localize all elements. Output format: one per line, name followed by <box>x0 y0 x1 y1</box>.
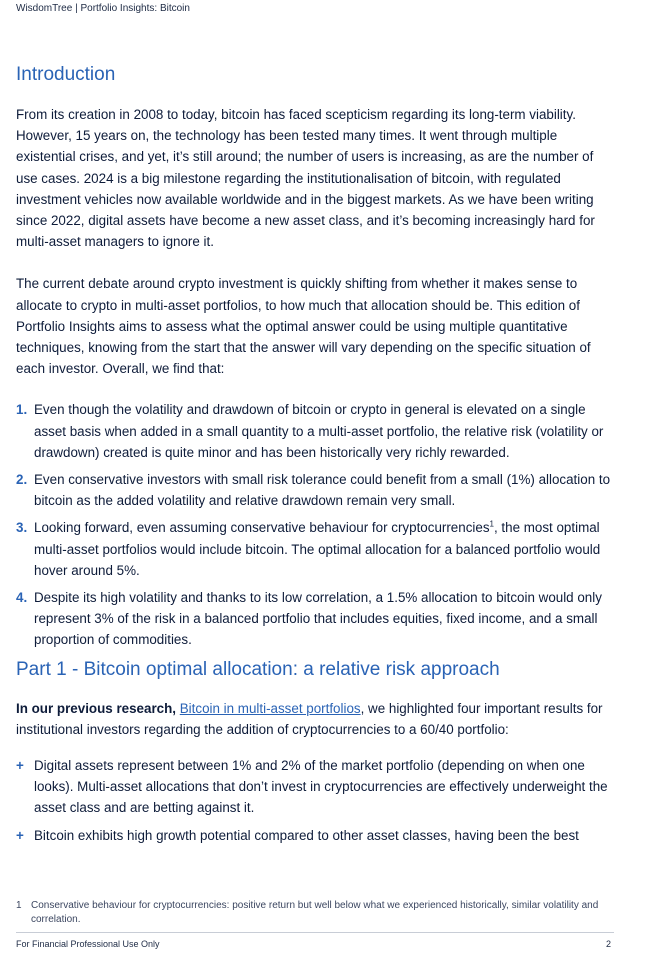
footnote-text: Conservative behaviour for cryptocurrencies: positive return but well below what we experienced historically, similar volatility and correlation. <box>31 900 599 925</box>
footnote <box>16 899 616 927</box>
finding-item-4 <box>16 587 616 651</box>
footer-disclaimer: For Financial Professional Use Only <box>16 939 160 949</box>
research-lead-bold: In our previous research, <box>16 700 177 716</box>
finding-item-1 <box>16 399 616 463</box>
result-text: Bitcoin exhibits high growth potential compared to other asset classes, having been the best <box>34 827 579 843</box>
finding-text: Even though the volatility and drawdown of bitcoin or crypto in general is elevated on a single asset basis when added in a small quantity to a multi-asset portfolio, the relative risk (volatility or drawdown) created is quite minor and has been historically very richly rewarded. <box>34 402 604 460</box>
plus-bullet-icon: + <box>16 758 24 774</box>
results-list <box>16 755 616 846</box>
research-lead-rest: , we highlighted four important results for institutional investors regarding the addition of cryptocurrencies to a 60/40 portfolio: <box>16 700 603 737</box>
page-number: 2 <box>606 939 612 949</box>
result-item-2 <box>16 825 616 846</box>
footnote-number: 1 <box>16 900 22 911</box>
part1-heading: Part 1 - Bitcoin optimal allocation: a relative risk approach <box>16 658 500 680</box>
intro-paragraph-2: The current debate around crypto investment is quickly shifting from whether it makes sense to allocate to crypto in multi-asset portfolios, to how much that allocation should be. This edition of Portfolio Insights aims to assess what the optimal answer could be using multiple quantitative techniques, knowing from the start that the answer will vary depending on the specific situation of each investor. Overall, we find that: <box>16 276 591 377</box>
finding-item-3 <box>16 517 616 581</box>
introduction-heading: Introduction <box>16 64 116 85</box>
result-text: Digital assets represent between 1% and 2% of the market portfolio (depending on when one looks). Multi-asset allocations that don’t invest in cryptocurrencies are effectively underweight the asset class and are betting against it. <box>34 758 608 816</box>
running-header: WisdomTree | Portfolio Insights: Bitcoin <box>16 3 190 14</box>
finding-text-before: Looking forward, even assuming conservative behaviour for cryptocurrencies <box>34 520 490 536</box>
finding-item-2 <box>16 469 616 511</box>
finding-number: 1. <box>16 402 28 418</box>
footnote-reference[interactable]: 1 <box>489 519 494 529</box>
intro-paragraph-1: From its creation in 2008 to today, bitcoin has faced scepticism regarding its long-term viability. However, 15 years on, the technology has been tested many times. It went through multiple existential crises, and yet, it’s still around; the number of users is increasing, as are the number of use cases. 2024 is a big milestone regarding the institutionalisation of bitcoin, with regulated investment vehicles now available worldwide and in the biggest markets. As we have been writing since 2022, digital assets have become a new asset class, and it’s becoming increasingly hard for multi-asset managers to ignore it. <box>16 107 595 250</box>
result-item-1 <box>16 755 616 819</box>
finding-number: 2. <box>16 472 28 488</box>
footer-divider <box>16 932 614 933</box>
page-content <box>16 62 616 852</box>
plus-bullet-icon: + <box>16 827 24 843</box>
previous-research-link[interactable]: Bitcoin in multi-asset portfolios <box>179 700 361 716</box>
finding-text: Despite its high volatility and thanks to its low correlation, a 1.5% allocation to bitcoin would only represent 3% of the risk in a balanced portfolio that includes equities, fixed income, and a small proportion of commodities. <box>34 590 602 648</box>
findings-list <box>16 399 616 650</box>
finding-number: 3. <box>16 520 28 536</box>
finding-text: Even conservative investors with small risk tolerance could benefit from a small (1%) allocation to bitcoin as the added volatility and relative drawdown remain very small. <box>34 472 611 509</box>
finding-number: 4. <box>16 590 28 606</box>
research-intro-paragraph <box>16 698 616 740</box>
finding-text-after: , the most optimal multi-asset portfolios would include bitcoin. The optimal allocation for a balanced portfolio would hover around 5%. <box>34 520 601 578</box>
